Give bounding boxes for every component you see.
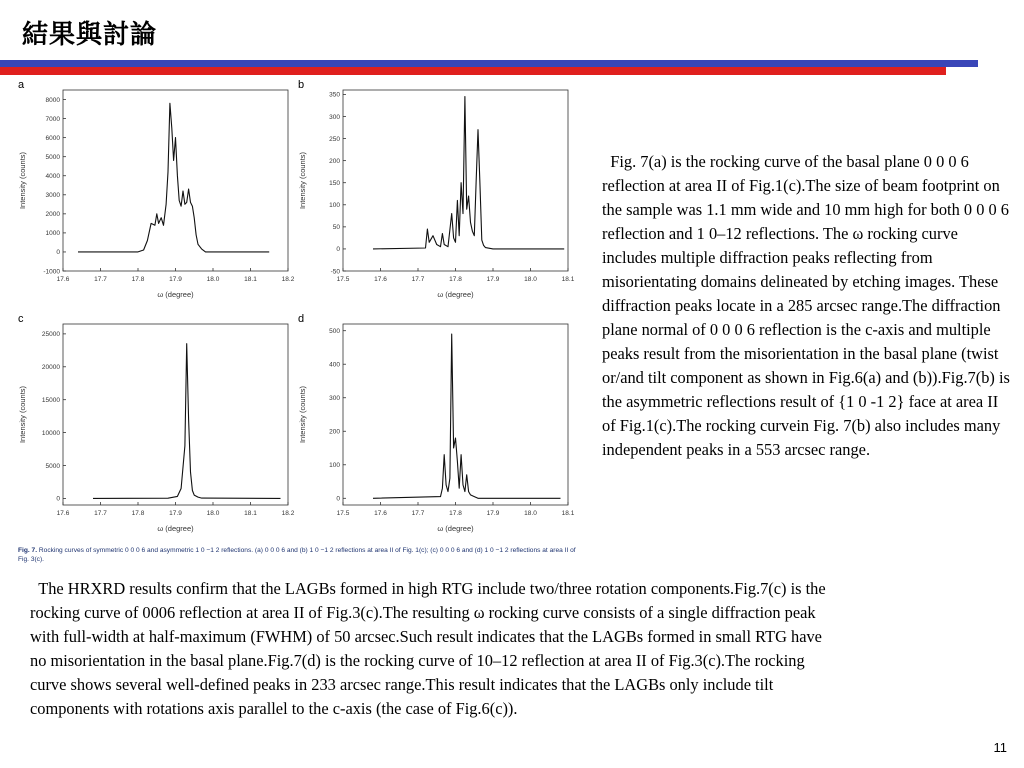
y-tick-label: 250 xyxy=(329,135,340,143)
x-axis-label: ω (degree) xyxy=(437,290,474,299)
y-tick-label: 7000 xyxy=(45,115,60,123)
y-tick-label: 150 xyxy=(329,180,340,188)
x-tick-label: 17.6 xyxy=(374,276,387,283)
y-tick-label: 15000 xyxy=(41,396,60,404)
panel-label: a xyxy=(18,79,25,91)
x-tick-label: 17.5 xyxy=(336,276,350,283)
chart-svg-d xyxy=(296,312,576,534)
y-tick-label: 5000 xyxy=(45,153,60,161)
y-tick-label: 3000 xyxy=(45,192,60,200)
x-axis-label: ω (degree) xyxy=(437,524,474,533)
x-tick-label: 17.8 xyxy=(131,276,145,283)
y-tick-label: 1000 xyxy=(45,230,60,238)
x-tick-label: 17.7 xyxy=(411,510,425,517)
y-tick-label: 4000 xyxy=(45,173,60,181)
x-tick-label: 18.2 xyxy=(281,510,295,517)
series-line xyxy=(373,97,564,249)
chart-svg-c xyxy=(16,312,296,534)
x-tick-label: 17.7 xyxy=(411,276,425,283)
x-tick-label: 18.2 xyxy=(281,276,295,283)
chart-panel-c xyxy=(16,312,296,539)
plot-frame xyxy=(343,324,568,505)
title-underline-red xyxy=(0,67,946,75)
y-axis-label: Intensity (counts) xyxy=(298,151,307,210)
x-tick-label: 17.7 xyxy=(94,510,107,517)
y-tick-label: 200 xyxy=(329,157,340,165)
x-tick-label: 17.9 xyxy=(169,510,182,517)
title-underline-blue xyxy=(0,60,978,67)
plot-frame xyxy=(63,324,288,505)
plot-frame xyxy=(343,90,568,271)
body-paragraph xyxy=(30,577,830,721)
x-tick-label: 18.0 xyxy=(206,276,220,283)
y-tick-label: 0 xyxy=(56,495,60,503)
plot-frame xyxy=(63,90,288,271)
y-tick-label: 6000 xyxy=(45,134,60,142)
y-tick-label: 2000 xyxy=(45,211,60,219)
y-tick-label: 300 xyxy=(329,395,340,403)
panel-label: b xyxy=(298,79,305,91)
x-tick-label: 18.0 xyxy=(524,510,537,517)
y-tick-label: 400 xyxy=(329,361,340,369)
y-tick-label: 300 xyxy=(329,113,340,121)
x-tick-label: 17.6 xyxy=(56,510,70,517)
y-tick-label: 100 xyxy=(329,202,340,210)
series-line xyxy=(93,344,281,499)
x-tick-label: 18.0 xyxy=(524,276,537,283)
x-tick-label: 17.8 xyxy=(131,510,145,517)
y-axis-label: Intensity (counts) xyxy=(18,385,27,444)
chart-svg-a xyxy=(16,78,296,300)
x-axis-label: ω (degree) xyxy=(157,524,194,533)
side-paragraph xyxy=(602,150,1014,462)
series-line xyxy=(78,103,269,252)
x-tick-label: 17.7 xyxy=(94,276,107,283)
x-tick-label: 17.9 xyxy=(486,510,500,517)
y-tick-label: 350 xyxy=(329,91,340,99)
y-tick-label: 0 xyxy=(336,495,340,503)
series-line xyxy=(373,334,561,498)
y-tick-label: 10000 xyxy=(41,429,60,437)
y-tick-label: 100 xyxy=(329,462,340,470)
x-axis-label: ω (degree) xyxy=(157,290,194,299)
body-paragraph-text: The HRXRD results confirm that the LAGBs formed in high RTG include two/three rotation components.Fig.7(c) is the rocking curve of 0006 reflection at area II of Fig.3(c).The resulting ω rocking curve consists of a single diffraction peak with full-width at half-maximum (FWHM) of 50 arcsec.Such result indicates that the LAGBs formed in small RTG have no misorientation in the basal plane.Fig.7(d) is the rocking curve of 10–12 reflection at area II of Fig.3(c).The rocking curve shows several well-defined peaks in 233 arcsec range.This result indicates that the LAGBs only include tilt components with rotations axis parallel to the c-axis (the case of Fig.6(c)). xyxy=(30,579,826,718)
y-tick-label: 5000 xyxy=(45,462,60,470)
y-tick-label: -50 xyxy=(330,268,340,276)
y-tick-label: 50 xyxy=(332,224,340,232)
x-tick-label: 17.5 xyxy=(336,510,350,517)
figure-caption xyxy=(18,546,583,564)
y-tick-label: 0 xyxy=(336,246,340,254)
y-tick-label: 25000 xyxy=(41,331,60,339)
x-tick-label: 17.9 xyxy=(486,276,500,283)
x-tick-label: 17.6 xyxy=(374,510,387,517)
chart-panel-d xyxy=(296,312,576,539)
x-tick-label: 17.8 xyxy=(449,276,462,283)
panel-label: d xyxy=(298,313,305,325)
y-axis-label: Intensity (counts) xyxy=(18,151,27,210)
y-tick-label: 500 xyxy=(329,328,340,336)
page-number: 11 xyxy=(993,740,1007,755)
x-tick-label: 18.1 xyxy=(561,510,575,517)
panel-label: c xyxy=(18,313,24,325)
figure-caption-text: Rocking curves of symmetric 0 0 0 6 and asymmetric 1 0 −1 2 reflections. (a) 0 0 0 6 and (b) 1 0 −1 2 reflections at area II of Fig. 1(c); (c) 0 0 0 6 and (d) 1 0 −1 2 reflections at area II of Fig. 3(c). xyxy=(18,547,576,563)
x-tick-label: 18.1 xyxy=(244,276,257,283)
chart-svg-b xyxy=(296,78,576,300)
y-tick-label: 200 xyxy=(329,428,340,436)
y-axis-label: Intensity (counts) xyxy=(298,385,307,444)
figure-caption-label: Fig. 7. xyxy=(18,547,38,554)
y-tick-label: 0 xyxy=(56,249,60,257)
side-paragraph-text: Fig. 7(a) is the rocking curve of the basal plane 0 0 0 6 reflection at area II of Fig.1(c).The size of beam footprint on the sample was 1.1 mm wide and 10 mm high for both 0 0 0 6 reflection and 1 0–12 reflections. The ω rocking curve includes multiple diffraction peaks reflecting from misorientating domains delineated by etching images. These diffraction peaks locate in a 285 arcsec range.The diffraction plane normal of 0 0 0 6 reflection is the c-axis and multiple peaks result from the misorientation in the basal plane (twist or/and tilt component as shown in Fig.6(a) and (b)).Fig.7(b) is the asymmetric reflections result of {1 0 -1 2} face at area II of Fig.1(c).The rocking curvein Fig. 7(b) also includes many independent peaks in a 553 arcsec range. xyxy=(602,152,1010,459)
x-tick-label: 18.0 xyxy=(206,510,220,517)
x-tick-label: 18.1 xyxy=(561,276,575,283)
slide-title: 結果與討論 xyxy=(22,20,158,50)
x-tick-label: 17.8 xyxy=(449,510,462,517)
x-tick-label: 18.1 xyxy=(244,510,257,517)
chart-panel-a xyxy=(16,78,296,305)
y-tick-label: 20000 xyxy=(41,364,60,372)
y-tick-label: 8000 xyxy=(45,96,60,104)
chart-panel-b xyxy=(296,78,576,305)
x-tick-label: 17.6 xyxy=(56,276,70,283)
x-tick-label: 17.9 xyxy=(169,276,182,283)
y-tick-label: -1000 xyxy=(43,268,60,276)
